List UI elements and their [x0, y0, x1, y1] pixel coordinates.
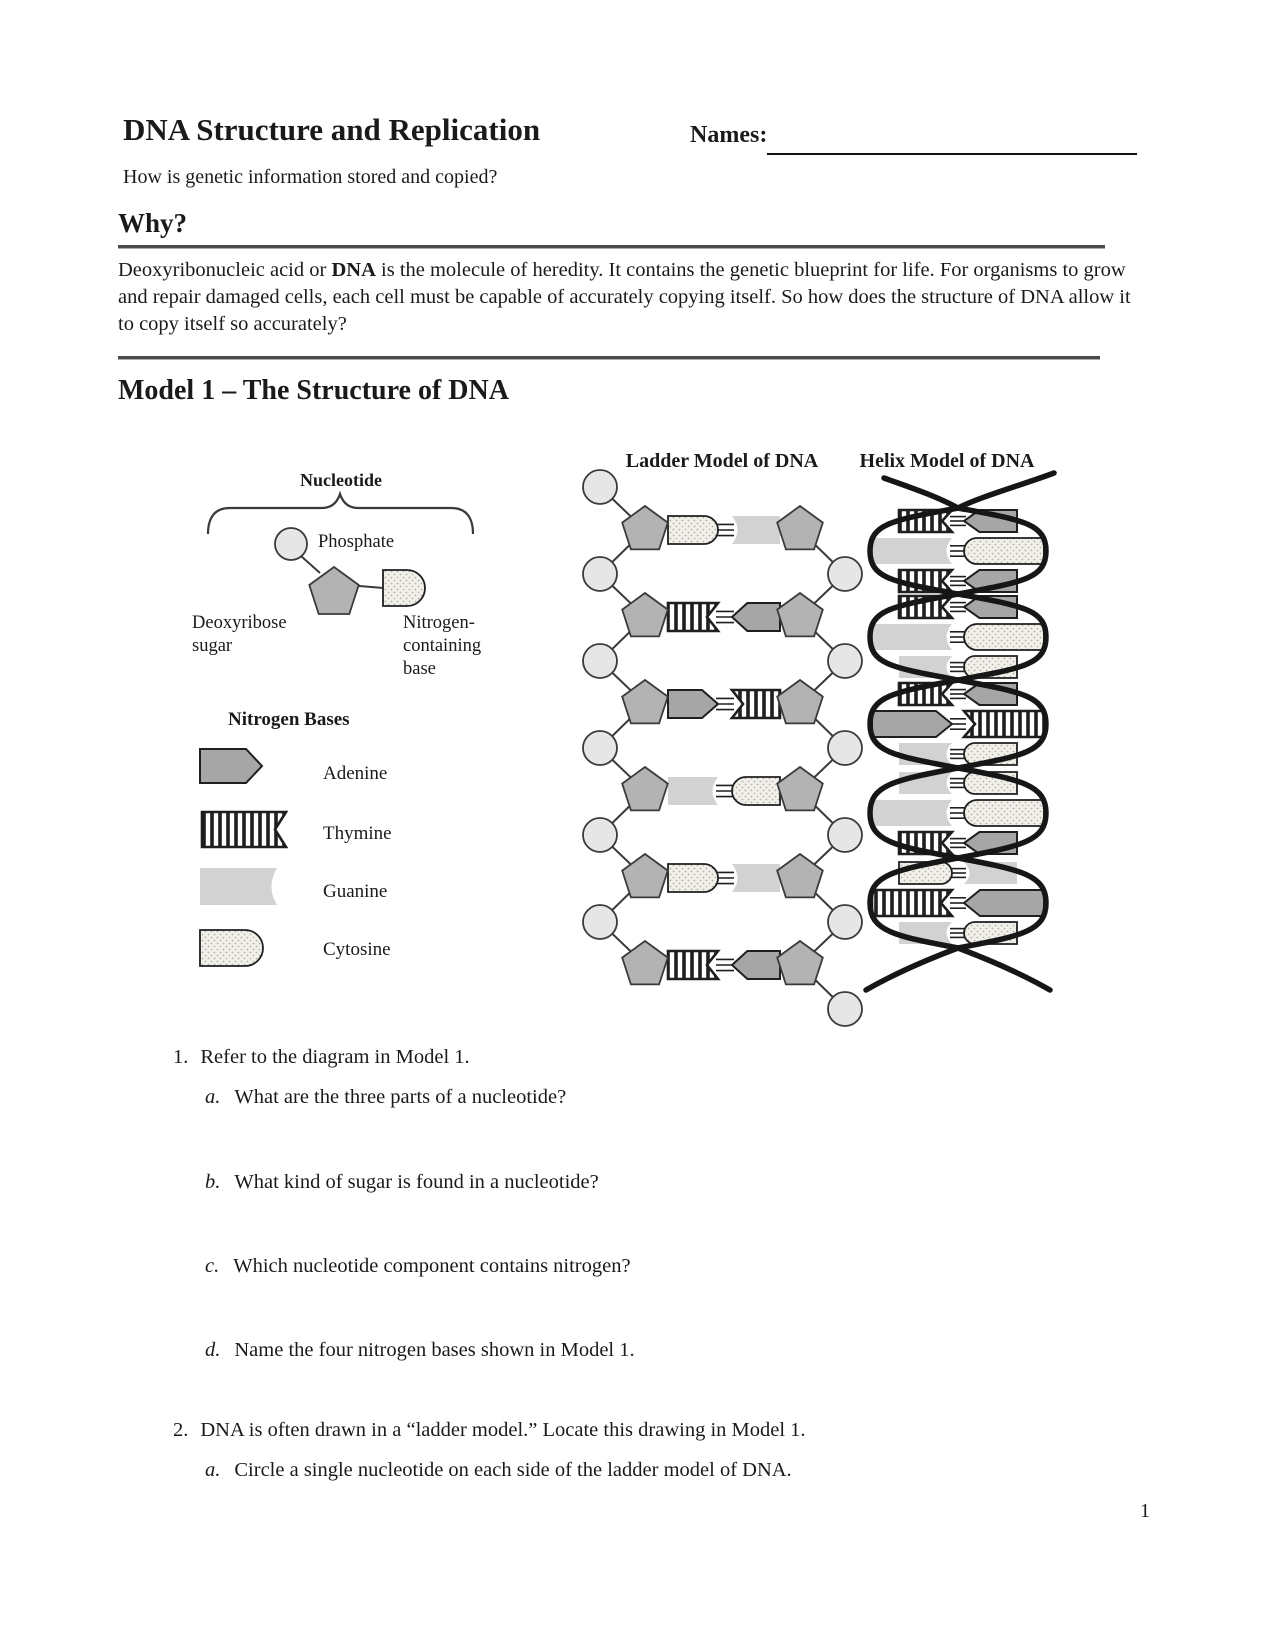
why-dna-bold: DNA — [331, 259, 376, 281]
question-2a — [205, 1459, 792, 1482]
question-1c-letter: c. — [205, 1255, 220, 1277]
question-2 — [173, 1419, 806, 1442]
phosphate-label: Phosphate — [318, 532, 395, 552]
question-1b — [205, 1171, 599, 1194]
why-paragraph — [118, 257, 1144, 338]
page-number: 1 — [1140, 1500, 1150, 1522]
model1-heading: Model 1 – The Structure of DNA — [118, 375, 509, 406]
ladder-model-title: Ladder Model of DNA — [625, 450, 819, 472]
question-1c — [205, 1255, 631, 1278]
nucleotide-label: Nucleotide — [300, 470, 382, 490]
legend-label-cytosine: Cytosine — [323, 939, 391, 960]
names-blank-field[interactable] — [767, 127, 1137, 155]
question-1b-text: What kind of sugar is found in a nucleotide? — [234, 1171, 599, 1193]
helix-strands — [866, 473, 1054, 990]
why-text-1: Deoxyribonucleic acid or — [118, 259, 332, 281]
question-1c-text: Which nucleotide component contains nitrogen? — [233, 1255, 631, 1277]
nucleotide-diagram — [208, 494, 473, 614]
legend-label-guanine: Guanine — [323, 881, 388, 902]
ladder-model — [583, 470, 862, 1026]
question-1d — [205, 1339, 635, 1362]
section-divider-rule — [118, 356, 1100, 360]
question-2a-letter: a. — [205, 1459, 221, 1481]
question-1d-text: Name the four nitrogen bases shown in Model 1. — [234, 1339, 635, 1361]
deoxyribose-sugar-label: Deoxyribose sugar — [192, 613, 287, 656]
why-heading: Why? — [118, 208, 188, 238]
why-underline-rule — [118, 245, 1105, 249]
question-1a-text: What are the three parts of a nucleotide? — [234, 1086, 567, 1108]
question-2-number: 2. — [173, 1419, 189, 1441]
page-title: DNA Structure and Replication — [123, 112, 541, 147]
question-1 — [173, 1046, 470, 1069]
legend-shapes — [200, 749, 286, 966]
question-1a-letter: a. — [205, 1086, 221, 1108]
question-2-text: DNA is often drawn in a “ladder model.” Locate this drawing in Model 1. — [200, 1419, 806, 1441]
legend-label-adenine: Adenine — [323, 763, 388, 784]
why-text-2: is the molecule of heredity. It contains the genetic blueprint for life. For organisms to grow and repair damaged cells, each cell must be capable of accurately copying itself. So how does the structure of DNA allow it to copy itself so accurately? — [118, 259, 1131, 335]
driving-question: How is genetic information stored and copied? — [123, 166, 498, 188]
question-1b-letter: b. — [205, 1171, 221, 1193]
question-1-number: 1. — [173, 1046, 189, 1068]
helix-base-pairs — [872, 510, 1044, 944]
names-label: Names: — [690, 122, 768, 148]
nitrogen-bases-heading: Nitrogen Bases — [228, 709, 350, 730]
helix-model-title: Helix Model of DNA — [859, 450, 1035, 472]
question-1a — [205, 1086, 566, 1109]
question-1-text: Refer to the diagram in Model 1. — [200, 1046, 470, 1068]
question-2a-text: Circle a single nucleotide on each side of the ladder model of DNA. — [234, 1459, 792, 1481]
nitrogen-base-label: Nitrogen-containing base — [403, 613, 482, 679]
legend-label-thymine: Thymine — [323, 823, 392, 844]
question-1d-letter: d. — [205, 1339, 221, 1361]
